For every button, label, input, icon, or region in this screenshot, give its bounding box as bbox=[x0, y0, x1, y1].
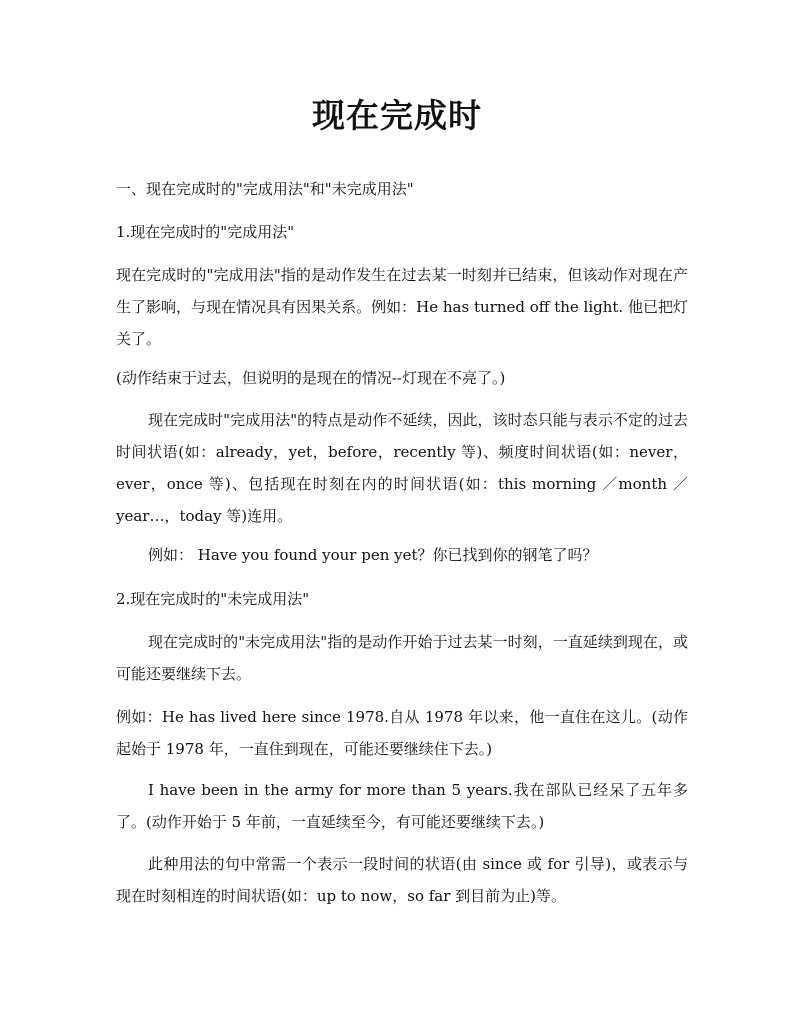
section-heading-1: 一、现在完成时的"完成用法"和"未完成用法" bbox=[116, 180, 414, 198]
paragraph-example-since: 例如：He has lived here since 1978.自从 1978 年以来，他一直住在这儿。(动作起始于 1978 年，一直住到现在，可能还要继续住下去。) bbox=[116, 708, 688, 758]
paragraph-example-question: 例如： Have you found your pen yet？你已找到你的钢笔了吗？ bbox=[148, 546, 598, 564]
document-title: 现在完成时 bbox=[312, 96, 482, 135]
subsection-heading-2: 2.现在完成时的"未完成用法" bbox=[116, 590, 310, 608]
subsection-heading-1: 1.现在完成时的"完成用法" bbox=[116, 223, 295, 241]
paragraph-uncompleted-usage-definition: 现在完成时的"未完成用法"指的是动作开始于过去某一时刻，一直延续到现在，或可能还要继续下去。 bbox=[116, 633, 688, 683]
paragraph-completed-usage-definition: 现在完成时的"完成用法"指的是动作发生在过去某一时刻并已结束，但该动作对现在产生了影响，与现在情况具有因果关系。例如：He has turned off the light. 他已把灯关了。 bbox=[116, 266, 688, 348]
paragraph-time-adverbials: 此种用法的句中常需一个表示一段时间的状语(由 since 或 for 引导)，或表示与现在时刻相连的时间状语(如：up to now，so far 到目前为止)等。 bbox=[116, 855, 688, 905]
paragraph-completed-usage-features: 现在完成时"完成用法"的特点是动作不延续，因此，该时态只能与表示不定的过去时间状语(如：already，yet，before，recently 等)、频度时间状语(如：never，ever，once 等)、包括现在时刻在内的时间状语(如：this morning ／month ／year…，today 等)连用。 bbox=[116, 411, 688, 525]
paragraph-example-army: I have been in the army for more than 5 years.我在部队已经呆了五年多了。(动作开始于 5 年前，一直延续至今，有可能还要继续下去。) bbox=[116, 781, 688, 831]
paragraph-completed-usage-note: (动作结束于过去，但说明的是现在的情况--灯现在不亮了。) bbox=[116, 369, 506, 387]
